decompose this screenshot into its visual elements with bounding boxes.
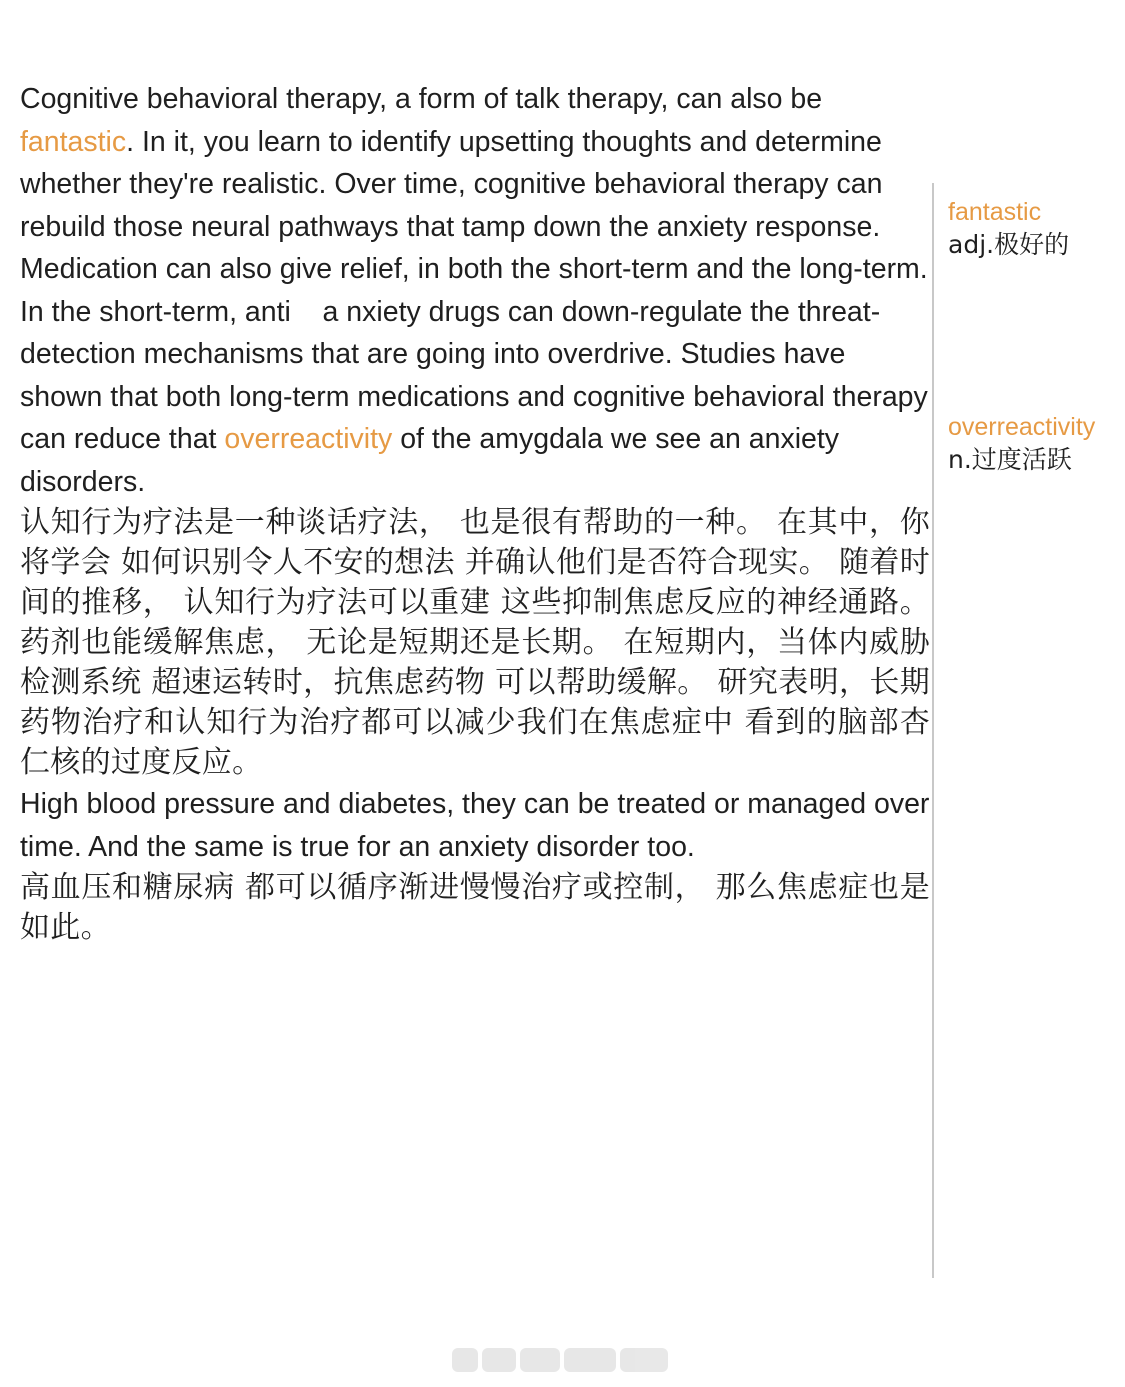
text-segment: . In it, you learn to identify upsetting thoughts and determine whether they're realistic. Over time, cognitive behavioral therapy can rebuild those neural pathways that tamp down the anxiety response. Medication can also give relief, in both the short-term and the long-term. In the short-term, anti a nxiety drugs can down-regulate the threat-detection mechanisms that are going into overdrive. Studies have shown that both long-term medications and cognitive behavioral therapy can reduce that [20,125,928,455]
glossary-definition: n.过度活跃 [948,445,1072,474]
glossary-word: fantastic [948,198,1042,226]
transcript-body [20,78,930,948]
watermark-logo [452,1348,672,1374]
margin-divider [932,183,934,1278]
glossary-entry-overreactivity [948,411,1123,477]
chinese-paragraph-1: 认知行为疗法是一种谈话疗法， 也是很有帮助的一种。 在其中，你将学会 如何识别令人不安的想法 并确认他们是否符合现实。 随着时间的推移， 认知行为疗法可以重建 这些抑制焦虑反应的神经通路。 药剂也能缓解焦虑， 无论是短期还是长期。 在短期内，当体内威胁检测系统 超速运转时，抗焦虑药物 可以帮助缓解。 研究表明，长期药物治疗和认知行为治疗都可以减少我们在焦虑症中 看到的脑部杏仁核的过度反应。 [20,505,930,780]
highlighted-word-overreactivity[interactable]: overreactivity [224,423,393,455]
glossary-definition: adj.极好的 [948,230,1070,259]
highlighted-word-fantastic[interactable]: fantastic [20,125,127,158]
text-segment: Cognitive behavioral therapy, a form of talk therapy, can also be [20,83,823,115]
english-paragraph-2: High blood pressure and diabetes, they can be treated or managed over time. And the same is true for an anxiety disorder too. [20,788,930,863]
glossary-word: overreactivity [948,413,1096,441]
text-segment: of the amygdala we see an anxiety disorders. [20,423,840,498]
chinese-paragraph-2: 高血压和糖尿病 都可以循序渐进慢慢治疗或控制， 那么焦虑症也是如此。 [20,870,930,945]
glossary-entry-fantastic [948,196,1123,262]
english-paragraph-1 [20,78,930,503]
